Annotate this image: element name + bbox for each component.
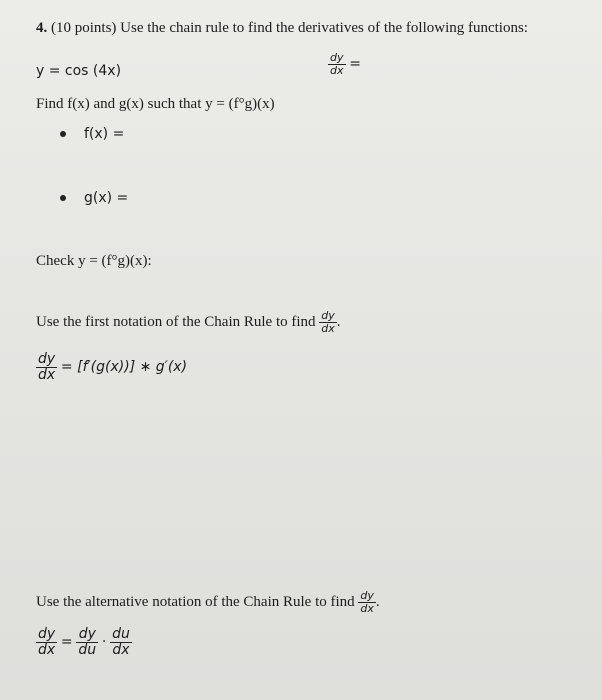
first-notation-formula: $\frac{dy}{dx}$ = [f′(g(x))] ∗ g′(x) [38, 351, 188, 383]
dy-dx-fraction: $\frac{dy}{dx}$ [38, 626, 56, 658]
bullet-g: g(x) = [60, 190, 128, 206]
bullet-dot [60, 131, 66, 137]
question-header [36, 20, 528, 37]
check-instruction: Check y = (f°g)(x): [36, 253, 152, 269]
question-number: 4. [36, 20, 48, 36]
dy-dx-fraction: $\frac{dy}{dx}$ [321, 309, 335, 335]
dy-dx-fraction: $\frac{dy}{dx}$ [38, 351, 56, 383]
derivative-fraction: $\frac{dy}{dx}$ [330, 51, 344, 77]
dy-dx-fraction: $\frac{dy}{dx}$ [360, 589, 374, 615]
bullet-f: f(x) = [60, 126, 124, 142]
find-instruction: Find f(x) and g(x) such that y = (f°g)(x) [36, 96, 275, 112]
question-text: (10 points) Use the chain rule to find the derivatives of the following functions: [51, 20, 528, 36]
function-definition: y = cos (4x) [36, 63, 122, 79]
bullet-dot [60, 195, 66, 201]
alt-notation-formula: $\frac{dy}{dx}$ = $\frac{dy}{du}$ · $\frac{du}{dx}$ [38, 626, 130, 658]
dy-du-fraction: $\frac{dy}{du}$ [78, 626, 97, 658]
derivative-prompt: $\frac{dy}{dx}$ = [330, 51, 361, 77]
first-notation-instruction: Use the first notation of the Chain Rule to find $\frac{dy}{dx}$ . [36, 309, 341, 335]
du-dx-fraction: $\frac{du}{dx}$ [112, 626, 130, 658]
alt-notation-instruction: Use the alternative notation of the Chain Rule to find $\frac{dy}{dx}$ . [36, 589, 380, 615]
